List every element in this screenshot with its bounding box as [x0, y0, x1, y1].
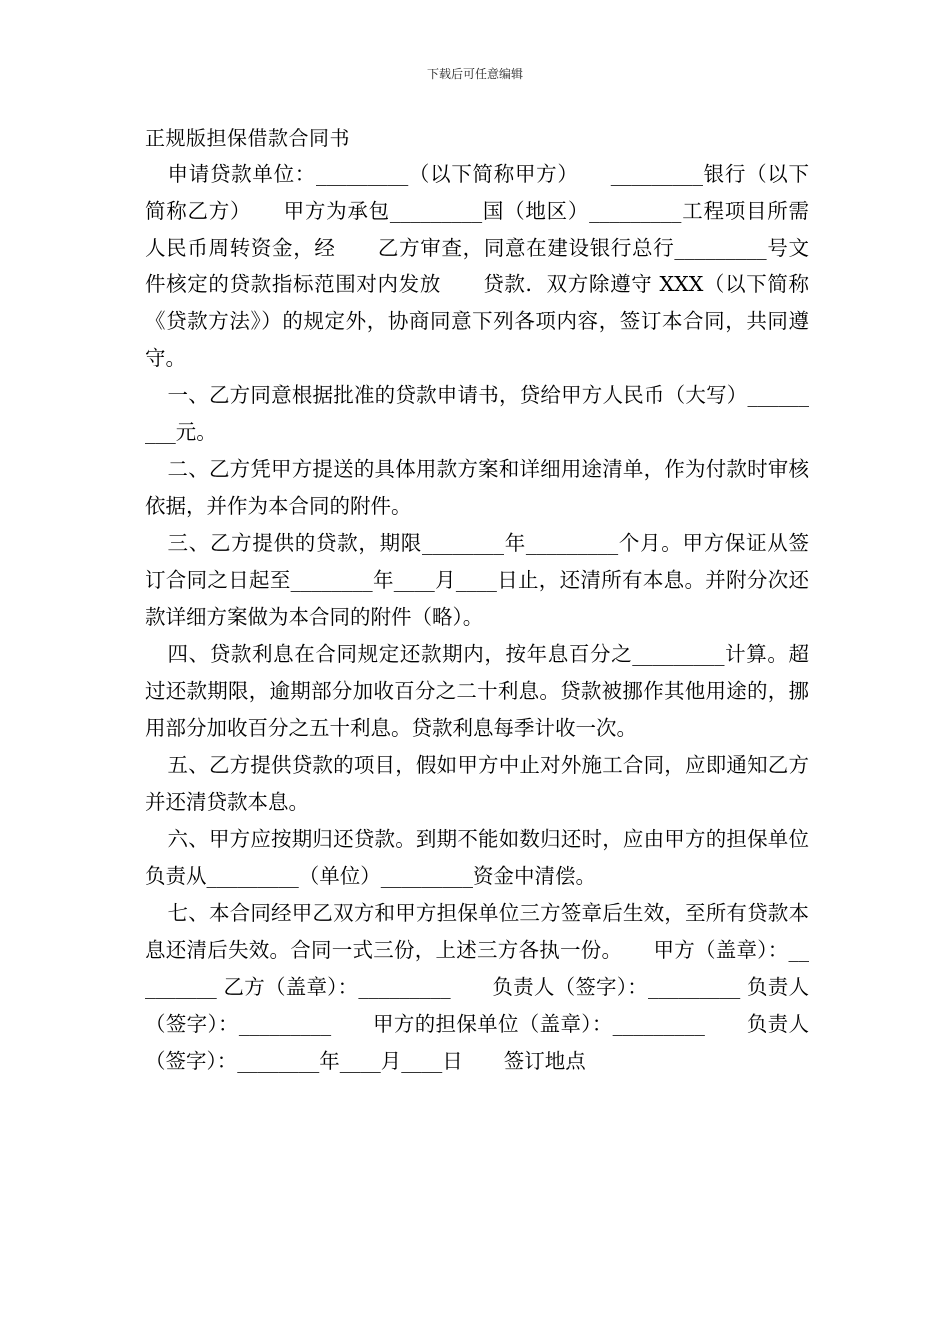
paragraph-clause-7-signatures: 七、本合同经甲乙双方和甲方担保单位三方签章后生效，至所有贷款本息还清后失效。合同一式三份，上述三方各执一份。 甲方（盖章）：_________ 乙方（盖章）：_________ 负责人（签字）：_________ 负责人（签字）：_________ 甲方的担保单位（盖章）：_________ 负责人（签字）：________年____月____日 签订地点 [145, 901, 809, 1073]
paragraph-preamble: 申请贷款单位：_________（以下简称甲方） _________银行（以下简称乙方） 甲方为承包_________国（地区）_________工程项目所需人民币周转资金，经 乙方审查，同意在建设银行总行_________号文件核定的贷款指标范围对内发放 贷款．双方除遵守 XXX（以下简称《贷款方法》）的规定外，协商同意下列各项内容，签订本合同，共同遵守。 [145, 162, 809, 370]
document-title: 正规版担保借款合同书 [145, 126, 350, 150]
paragraph-clause-1: 一、乙方同意根据批准的贷款申请书，贷给甲方人民币（大写）_________元。 [145, 383, 809, 445]
paragraph-clause-4: 四、贷款利息在合同规定还款期内，按年息百分之_________计算。超过还款期限，逾期部分加收百分之二十利息。贷款被挪作其他用途的，挪用部分加收百分之五十利息。贷款利息每季计收一次。 [145, 642, 809, 740]
paragraph-clause-2: 二、乙方凭甲方提送的具体用款方案和详细用途清单，作为付款时审核依据，并作为本合同的附件。 [145, 457, 809, 519]
document-body [145, 120, 809, 1079]
header-note: 下载后可任意编辑 [426, 67, 523, 81]
paragraph-clause-3: 三、乙方提供的贷款，期限________年_________个月。甲方保证从签订合同之日起至________年____月____日止，还清所有本息。并附分次还款详细方案做为本合同的附件（略）。 [145, 531, 809, 630]
paragraph-clause-6: 六、甲方应按期归还贷款。到期不能如数归还时，应由甲方的担保单位负责从_________（单位）_________资金中清偿。 [145, 827, 809, 889]
paragraph-clause-5: 五、乙方提供贷款的项目，假如甲方中止对外施工合同，应即通知乙方并还清贷款本息。 [145, 753, 809, 815]
